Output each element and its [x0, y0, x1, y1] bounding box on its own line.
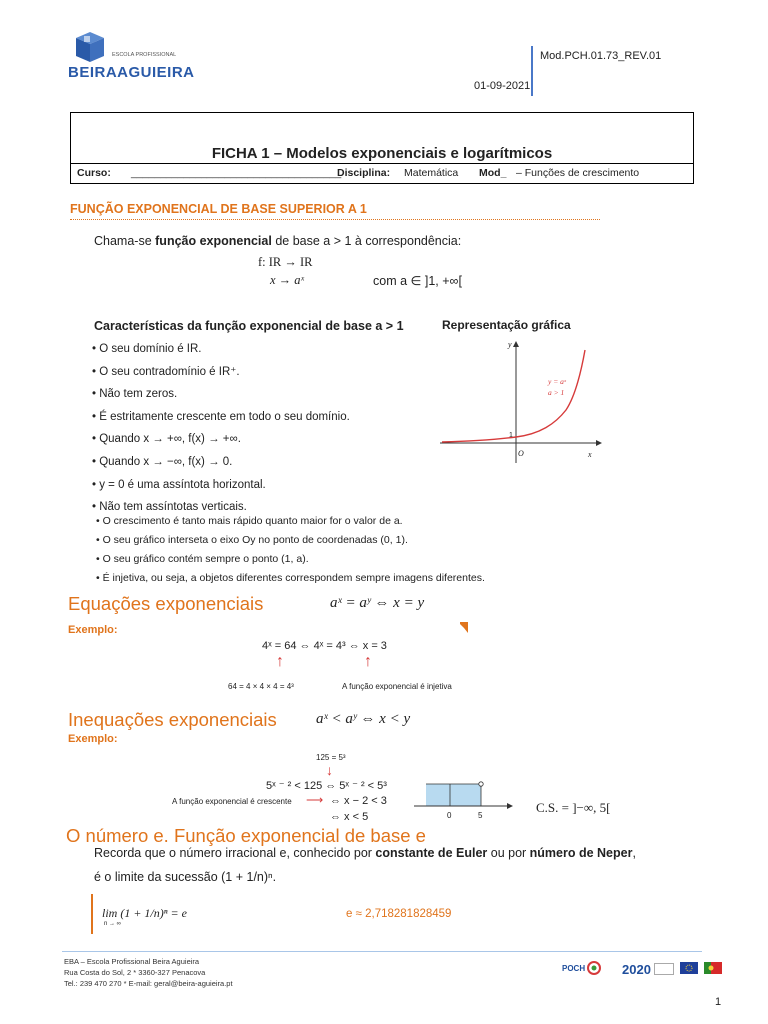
- disciplina-value: Matemática: [404, 167, 459, 179]
- list-item: • Não tem zeros.: [92, 388, 178, 401]
- course-row: [71, 163, 693, 183]
- down-arrow-icon: ↓: [326, 762, 333, 778]
- footer-line-3: Tel.: 239 470 270 * E-mail: geral@beira-aguieira.pt: [64, 979, 233, 988]
- curve-label-1: y = aˣ: [548, 377, 567, 386]
- bookmark-icon: [458, 620, 470, 634]
- footer-rule: [62, 951, 702, 952]
- limit-subscript: n → ∞: [104, 921, 121, 927]
- up-arrow-icon: ↑: [364, 653, 372, 670]
- footer-line-1: EBA – Escola Profissional Beira Aguieira: [64, 957, 200, 966]
- map-condition: com a ∈ ]1, +∞[: [373, 274, 462, 288]
- logo-beira: BEIRA: [68, 64, 118, 81]
- inequacoes-note-left: A função exponencial é crescente: [172, 797, 292, 806]
- limit-expression: lim (1 + 1/n)ⁿ = e: [102, 906, 187, 920]
- list-item: • O seu contradomínio é IR⁺.: [92, 365, 240, 378]
- logo-wordmark: [68, 64, 195, 81]
- up-arrow-icon: ↑: [276, 653, 284, 670]
- equacoes-note-left: 64 = 4 × 4 × 4 = 4³: [228, 682, 294, 691]
- curve-label-2: a > 1: [548, 388, 565, 397]
- inequacoes-line-2: ⇔ x − 2 < 3: [330, 795, 387, 807]
- graph-title: Representação gráfica: [442, 318, 571, 332]
- list-item: • O seu gráfico interseta o eixo Oy no ponto de coordenadas (0, 1).: [96, 534, 408, 546]
- line1-mid: ou por: [487, 846, 530, 860]
- worksheet-title: FICHA 1 – Modelos exponenciais e logarítmicos: [211, 145, 553, 162]
- title-box: [70, 112, 694, 184]
- disciplina-label: Disciplina:: [337, 167, 391, 179]
- portugal2020-logo: 2020: [622, 962, 651, 977]
- equacoes-note-right: A função exponencial é injetiva: [342, 682, 452, 691]
- section-heading-numero-e: O número e. Função exponencial de base e: [66, 825, 426, 846]
- intro-text: [94, 234, 461, 248]
- list-item: • Quando x → −∞, f(x) → 0.: [92, 455, 233, 468]
- list-item: • O crescimento é tanto mais rápido quanto maior for o valor de a.: [96, 515, 403, 527]
- numero-e-line-2: é o limite da sucessão (1 + 1/n)ⁿ.: [94, 870, 277, 884]
- section-dotted-rule: [70, 219, 600, 220]
- x-axis-arrow: [596, 440, 602, 446]
- graph-x-label: x: [588, 450, 592, 459]
- curso-label: Curso:: [77, 167, 111, 179]
- solution-region: [426, 784, 481, 806]
- axis-five-label: 5: [478, 811, 483, 820]
- footer-line-2: Rua Costa do Sol, 2 * 3360-327 Penacova: [64, 968, 206, 977]
- inequacoes-example-label: Exemplo:: [68, 733, 118, 745]
- number-line-arrow: [507, 803, 513, 809]
- poch-logo: POCH: [562, 964, 586, 973]
- solution-set: C.S. = ]−∞, 5[: [536, 800, 611, 815]
- list-item: • O seu domínio é IR.: [92, 343, 202, 355]
- inequacoes-rule: aˣ < aʸ ⇔ x < y: [316, 711, 411, 727]
- doc-date: 01-09-2021: [474, 80, 531, 92]
- logo-subtitle: ESCOLA PROFISSIONAL: [112, 52, 177, 58]
- section-heading-inequacoes: Inequações exponenciais: [68, 709, 277, 730]
- inequacoes-line-3: ⇔ x < 5: [330, 811, 369, 823]
- line1-pre: Recorda que o número irracional e, conhecido por: [94, 846, 376, 860]
- mod-label: Mod_: [479, 167, 507, 179]
- curso-blank: ____________________________________: [131, 167, 342, 179]
- extra-characteristics-list: [96, 512, 485, 588]
- characteristics-title: Características da função exponencial de base a > 1: [94, 319, 404, 333]
- open-circle: [479, 782, 483, 786]
- portugal-flag-icon: [704, 962, 722, 974]
- school-logo: [68, 30, 198, 85]
- intro-post: de base a > 1 à correspondência:: [271, 234, 462, 248]
- graph-one: 1: [509, 432, 513, 439]
- portugal2020-mark-icon: [586, 960, 602, 976]
- graph-origin: O: [518, 449, 524, 458]
- list-item: • Não tem assíntotas verticais.: [92, 501, 247, 514]
- map-line-2: x → aˣ: [270, 273, 305, 287]
- header-divider: [531, 46, 533, 96]
- exp-graph: [440, 338, 610, 468]
- intro-bold: função exponencial: [155, 234, 272, 248]
- y-axis-arrow: [513, 341, 519, 347]
- e-approximation: e ≈ 2,718281828459: [346, 908, 452, 920]
- limit-bar: [91, 894, 93, 934]
- map-line-1: f: IR → IR: [258, 255, 313, 269]
- list-item: • y = 0 é uma assíntota horizontal.: [92, 478, 266, 491]
- list-item: • É injetiva, ou seja, a objetos diferentes correspondem sempre imagens diferentes.: [96, 572, 485, 584]
- list-item: • É estritamente crescente em todo o seu domínio.: [92, 410, 350, 423]
- equacoes-rule: aˣ = aʸ ⇔ x = y: [330, 595, 425, 611]
- eu-flag-icon: [680, 962, 698, 974]
- graph-y-label: y: [508, 340, 512, 349]
- right-arrow-icon: ⟶: [306, 793, 324, 807]
- list-item: • O seu gráfico contém sempre o ponto (1, a).: [96, 553, 309, 565]
- partner-logo: [654, 963, 674, 975]
- inequacoes-note-top: 125 = 5³: [316, 753, 346, 762]
- line1-post: ,: [632, 846, 636, 860]
- section-heading-equacoes: Equações exponenciais: [68, 593, 264, 614]
- number-line-graphic: [414, 778, 514, 814]
- equacoes-example-label: Exemplo:: [68, 624, 118, 636]
- intro-pre: Chama-se: [94, 234, 156, 248]
- page-number: 1: [715, 996, 722, 1008]
- numero-e-line-1: [94, 846, 636, 860]
- equacoes-equation: 4ˣ = 64 ⇔ 4ˣ = 4³ ⇔ x = 3: [262, 640, 387, 652]
- section-heading-exp: FUNÇÃO EXPONENCIAL DE BASE SUPERIOR A 1: [70, 202, 367, 216]
- doc-reference: Mod.PCH.01.73_REV.01: [540, 50, 662, 62]
- inequacoes-line-1: 5ˣ ⁻ ² < 125 ⇔ 5ˣ ⁻ ² < 5³: [266, 780, 387, 792]
- logo-aguieira: AGUIEIRA: [117, 64, 195, 81]
- list-item: • Quando x → +∞, f(x) → +∞.: [92, 433, 241, 446]
- line1-bold-euler: constante de Euler: [375, 846, 488, 860]
- footer-address: [64, 956, 233, 989]
- characteristics-list: [92, 338, 350, 519]
- mod-value: – Funções de crescimento: [516, 167, 640, 179]
- axis-zero-label: 0: [447, 811, 452, 820]
- line1-bold-neper: número de Neper: [529, 846, 633, 860]
